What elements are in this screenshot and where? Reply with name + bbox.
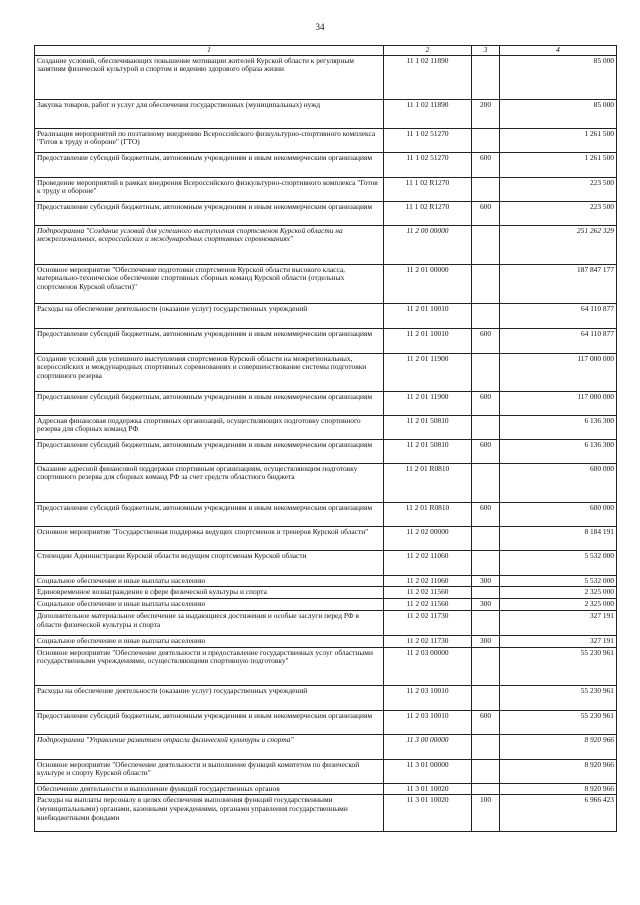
row-vr-cell: 600 xyxy=(472,328,500,353)
row-name-cell: Предоставление субсидий бюджетным, автономным учреждениям и иным некоммерческим организациям xyxy=(35,152,384,177)
row-code-cell: 11 2 02 11060 xyxy=(384,550,472,575)
row-vr-cell: 300 xyxy=(472,599,500,611)
row-code-cell: 11 3 00 00000 xyxy=(384,734,472,759)
table-row xyxy=(35,391,617,415)
row-vr-cell xyxy=(472,783,500,795)
row-vr-cell xyxy=(472,647,500,685)
table-row xyxy=(35,635,617,647)
row-code-cell: 11 2 02 11560 xyxy=(384,587,472,599)
table-row xyxy=(35,647,617,685)
table-row xyxy=(35,685,617,710)
row-amount-cell: 600 000 xyxy=(500,502,617,526)
table-body xyxy=(35,55,617,832)
table-row xyxy=(35,599,617,611)
row-amount-cell: 8 920 966 xyxy=(500,783,617,795)
row-vr-cell: 600 xyxy=(472,152,500,177)
row-name-cell: Подпрограмма "Создание условий для успешного выступления спортсменов Курской области на межрегиональных, всероссийских и международных спортивных соревнованиях" xyxy=(35,225,384,264)
row-name-cell: Предоставление субсидий бюджетным, автономным учреждениям и иным некоммерческим организациям xyxy=(35,328,384,353)
row-name-cell: Единовременное вознаграждение в сфере физической культуры и спорта xyxy=(35,587,384,599)
row-amount-cell: 6 966 423 xyxy=(500,795,617,832)
row-code-cell: 11 2 02 00000 xyxy=(384,526,472,550)
table-row xyxy=(35,328,617,353)
row-amount-cell: 5 532 000 xyxy=(500,550,617,575)
row-code-cell: 11 2 01 R0810 xyxy=(384,463,472,502)
row-name-cell: Подпрограмма "Управление развитием отрасли физической культуры и спорта" xyxy=(35,734,384,759)
table-row xyxy=(35,177,617,201)
row-name-cell: Обеспечение деятельности и выполнение функций государственных органов xyxy=(35,783,384,795)
table-row xyxy=(35,415,617,439)
row-vr-cell: 600 xyxy=(472,391,500,415)
row-amount-cell: 55 230 961 xyxy=(500,647,617,685)
row-code-cell: 11 3 01 00000 xyxy=(384,759,472,783)
row-name-cell: Социальное обеспечение и иные выплаты населению xyxy=(35,599,384,611)
row-amount-cell: 5 532 000 xyxy=(500,575,617,587)
row-code-cell: 11 1 02 R1270 xyxy=(384,177,472,201)
row-amount-cell: 6 136 300 xyxy=(500,415,617,439)
row-amount-cell: 251 262 329 xyxy=(500,225,617,264)
row-name-cell: Социальное обеспечение и иные выплаты населению xyxy=(35,575,384,587)
table-row xyxy=(35,99,617,128)
table-header-row xyxy=(35,46,617,56)
table-row xyxy=(35,353,617,391)
row-amount-cell: 55 230 961 xyxy=(500,685,617,710)
row-vr-cell xyxy=(472,264,500,303)
row-name-cell: Адресная финансовая поддержка спортивных организаций, осуществляющих подготовку спортивного резерва для сборных команд РФ xyxy=(35,415,384,439)
row-code-cell: 11 2 02 11730 xyxy=(384,610,472,635)
table-row xyxy=(35,710,617,734)
row-vr-cell xyxy=(472,303,500,328)
row-name-cell: Основное мероприятие "Обеспечение деятельности и предоставление государственных услуг областными государственными учреждениями, осуществляющими спортивную подготовку" xyxy=(35,647,384,685)
row-code-cell: 11 1 02 11890 xyxy=(384,99,472,128)
row-amount-cell: 2 325 000 xyxy=(500,599,617,611)
row-name-cell: Оказание адресной финансовой поддержки спортивным организациям, осуществляющим подготовку спортивного резерва для сборных команд РФ за счет средств областного бюджета xyxy=(35,463,384,502)
budget-table xyxy=(34,45,617,832)
table-row xyxy=(35,152,617,177)
row-vr-cell xyxy=(472,734,500,759)
row-amount-cell: 327 191 xyxy=(500,610,617,635)
row-code-cell: 11 1 02 11890 xyxy=(384,55,472,99)
row-code-cell: 11 2 01 R0810 xyxy=(384,502,472,526)
row-vr-cell: 600 xyxy=(472,502,500,526)
table-row xyxy=(35,463,617,502)
row-vr-cell: 300 xyxy=(472,635,500,647)
row-vr-cell xyxy=(472,759,500,783)
row-vr-cell: 100 xyxy=(472,795,500,832)
row-vr-cell xyxy=(472,128,500,152)
table-row xyxy=(35,128,617,152)
row-name-cell: Реализация мероприятий по поэтапному внедрению Всероссийского физкультурно-спортивного комплекса "Готов к труду и обороне" (ГТО) xyxy=(35,128,384,152)
table-row xyxy=(35,587,617,599)
table-row xyxy=(35,734,617,759)
row-amount-cell: 2 325 000 xyxy=(500,587,617,599)
row-name-cell: Дополнительное материальное обеспечение за выдающиеся достижения и особые заслуги перед РФ в области физической культуры и спорта xyxy=(35,610,384,635)
row-name-cell: Предоставление субсидий бюджетным, автономным учреждениям и иным некоммерческим организациям xyxy=(35,391,384,415)
table-row xyxy=(35,55,617,99)
table-row xyxy=(35,575,617,587)
row-code-cell: 11 2 03 10010 xyxy=(384,710,472,734)
row-code-cell: 11 3 01 10020 xyxy=(384,795,472,832)
column-header-code: 2 xyxy=(384,46,472,56)
row-code-cell: 11 2 02 11060 xyxy=(384,575,472,587)
row-vr-cell xyxy=(472,353,500,391)
row-amount-cell: 1 261 500 xyxy=(500,128,617,152)
row-amount-cell: 223 500 xyxy=(500,177,617,201)
row-amount-cell: 6 136 300 xyxy=(500,439,617,463)
table-row xyxy=(35,759,617,783)
row-code-cell: 11 2 01 11900 xyxy=(384,391,472,415)
row-vr-cell: 600 xyxy=(472,439,500,463)
row-amount-cell: 55 230 961 xyxy=(500,710,617,734)
row-amount-cell: 117 000 000 xyxy=(500,353,617,391)
row-name-cell: Стипендии Администрации Курской области ведущим спортсменам Курской области xyxy=(35,550,384,575)
row-vr-cell: 200 xyxy=(472,99,500,128)
row-amount-cell: 1 261 500 xyxy=(500,152,617,177)
row-vr-cell xyxy=(472,177,500,201)
row-vr-cell: 300 xyxy=(472,575,500,587)
row-code-cell: 11 2 01 50810 xyxy=(384,439,472,463)
row-vr-cell xyxy=(472,415,500,439)
row-code-cell: 11 2 00 00000 xyxy=(384,225,472,264)
column-header-name: 1 xyxy=(35,46,384,56)
table-row xyxy=(35,201,617,225)
row-amount-cell: 64 110 877 xyxy=(500,328,617,353)
row-amount-cell: 64 110 877 xyxy=(500,303,617,328)
table-row xyxy=(35,264,617,303)
row-code-cell: 11 2 03 00000 xyxy=(384,647,472,685)
table-row xyxy=(35,439,617,463)
row-amount-cell: 8 920 966 xyxy=(500,734,617,759)
row-code-cell: 11 3 01 10020 xyxy=(384,783,472,795)
row-vr-cell: 600 xyxy=(472,201,500,225)
row-vr-cell xyxy=(472,550,500,575)
row-amount-cell: 85 000 xyxy=(500,55,617,99)
row-name-cell: Основное мероприятие "Обеспечение деятельности и выполнение функций комитетом по физической культуре и спорту Курской области" xyxy=(35,759,384,783)
row-vr-cell xyxy=(472,463,500,502)
row-vr-cell xyxy=(472,587,500,599)
page-number: 34 xyxy=(315,22,325,32)
row-name-cell: Основное мероприятие "Государственная поддержка ведущих спортсменов и тренеров Курской области" xyxy=(35,526,384,550)
row-name-cell: Расходы на выплаты персоналу в целях обеспечения выполнения функций государственными (муниципальными) органами, казенными учреждениями, органами управления государственными внебюджетными фондами xyxy=(35,795,384,832)
table-row xyxy=(35,225,617,264)
row-amount-cell: 600 000 xyxy=(500,463,617,502)
row-code-cell: 11 2 01 50810 xyxy=(384,415,472,439)
row-code-cell: 11 2 03 10010 xyxy=(384,685,472,710)
table-row xyxy=(35,502,617,526)
row-amount-cell: 223 500 xyxy=(500,201,617,225)
row-name-cell: Расходы на обеспечение деятельности (оказание услуг) государственных учреждений xyxy=(35,685,384,710)
row-name-cell: Социальное обеспечение и иные выплаты населению xyxy=(35,635,384,647)
row-vr-cell xyxy=(472,685,500,710)
table-row xyxy=(35,526,617,550)
table-row xyxy=(35,303,617,328)
row-name-cell: Расходы на обеспечение деятельности (оказание услуг) государственных учреждений xyxy=(35,303,384,328)
row-vr-cell xyxy=(472,526,500,550)
row-amount-cell: 85 000 xyxy=(500,99,617,128)
row-name-cell: Создание условий для успешного выступления спортсменов Курской области на межрегиональных, всероссийских и международных спортивных соревнованиях и совершенствование системы подготовки спортивного резерва xyxy=(35,353,384,391)
row-name-cell: Предоставление субсидий бюджетным, автономным учреждениям и иным некоммерческим организациям xyxy=(35,201,384,225)
row-amount-cell: 327 191 xyxy=(500,635,617,647)
row-code-cell: 11 2 01 10010 xyxy=(384,328,472,353)
row-code-cell: 11 2 01 00000 xyxy=(384,264,472,303)
table-row xyxy=(35,610,617,635)
table-row xyxy=(35,550,617,575)
row-vr-cell xyxy=(472,610,500,635)
row-code-cell: 11 1 02 51270 xyxy=(384,128,472,152)
row-code-cell: 11 1 02 51270 xyxy=(384,152,472,177)
row-name-cell: Предоставление субсидий бюджетным, автономным учреждениям и иным некоммерческим организациям xyxy=(35,439,384,463)
row-amount-cell: 117 000 000 xyxy=(500,391,617,415)
row-vr-cell xyxy=(472,55,500,99)
row-vr-cell xyxy=(472,225,500,264)
column-header-vr: 3 xyxy=(472,46,500,56)
row-code-cell: 11 2 02 11730 xyxy=(384,635,472,647)
row-name-cell: Закупка товаров, работ и услуг для обеспечения государственных (муниципальных) нужд xyxy=(35,99,384,128)
row-name-cell: Предоставление субсидий бюджетным, автономным учреждениям и иным некоммерческим организациям xyxy=(35,710,384,734)
row-code-cell: 11 2 01 11900 xyxy=(384,353,472,391)
row-amount-cell: 187 847 177 xyxy=(500,264,617,303)
row-name-cell: Создание условий, обеспечивающих повышение мотивации жителей Курской области к регулярным занятиям физической культурой и спортом и ведению здорового образа жизни xyxy=(35,55,384,99)
row-code-cell: 11 2 02 11560 xyxy=(384,599,472,611)
row-name-cell: Предоставление субсидий бюджетным, автономным учреждениям и иным некоммерческим организациям xyxy=(35,502,384,526)
row-name-cell: Проведение мероприятий в рамках внедрения Всероссийского физкультурно-спортивного комплекса "Готов к труду и обороне" xyxy=(35,177,384,201)
row-vr-cell: 600 xyxy=(472,710,500,734)
row-code-cell: 11 1 02 R1270 xyxy=(384,201,472,225)
column-header-amount: 4 xyxy=(500,46,617,56)
row-code-cell: 11 2 01 10010 xyxy=(384,303,472,328)
row-amount-cell: 8 184 191 xyxy=(500,526,617,550)
row-amount-cell: 8 920 966 xyxy=(500,759,617,783)
row-name-cell: Основное мероприятие "Обеспечение подготовки спортсменов Курской области высокого класса, материально-техническое обеспечение спортивных сборных команд Курской области (отдельных спортсменов Курской области)" xyxy=(35,264,384,303)
table-row xyxy=(35,795,617,832)
table-row xyxy=(35,783,617,795)
